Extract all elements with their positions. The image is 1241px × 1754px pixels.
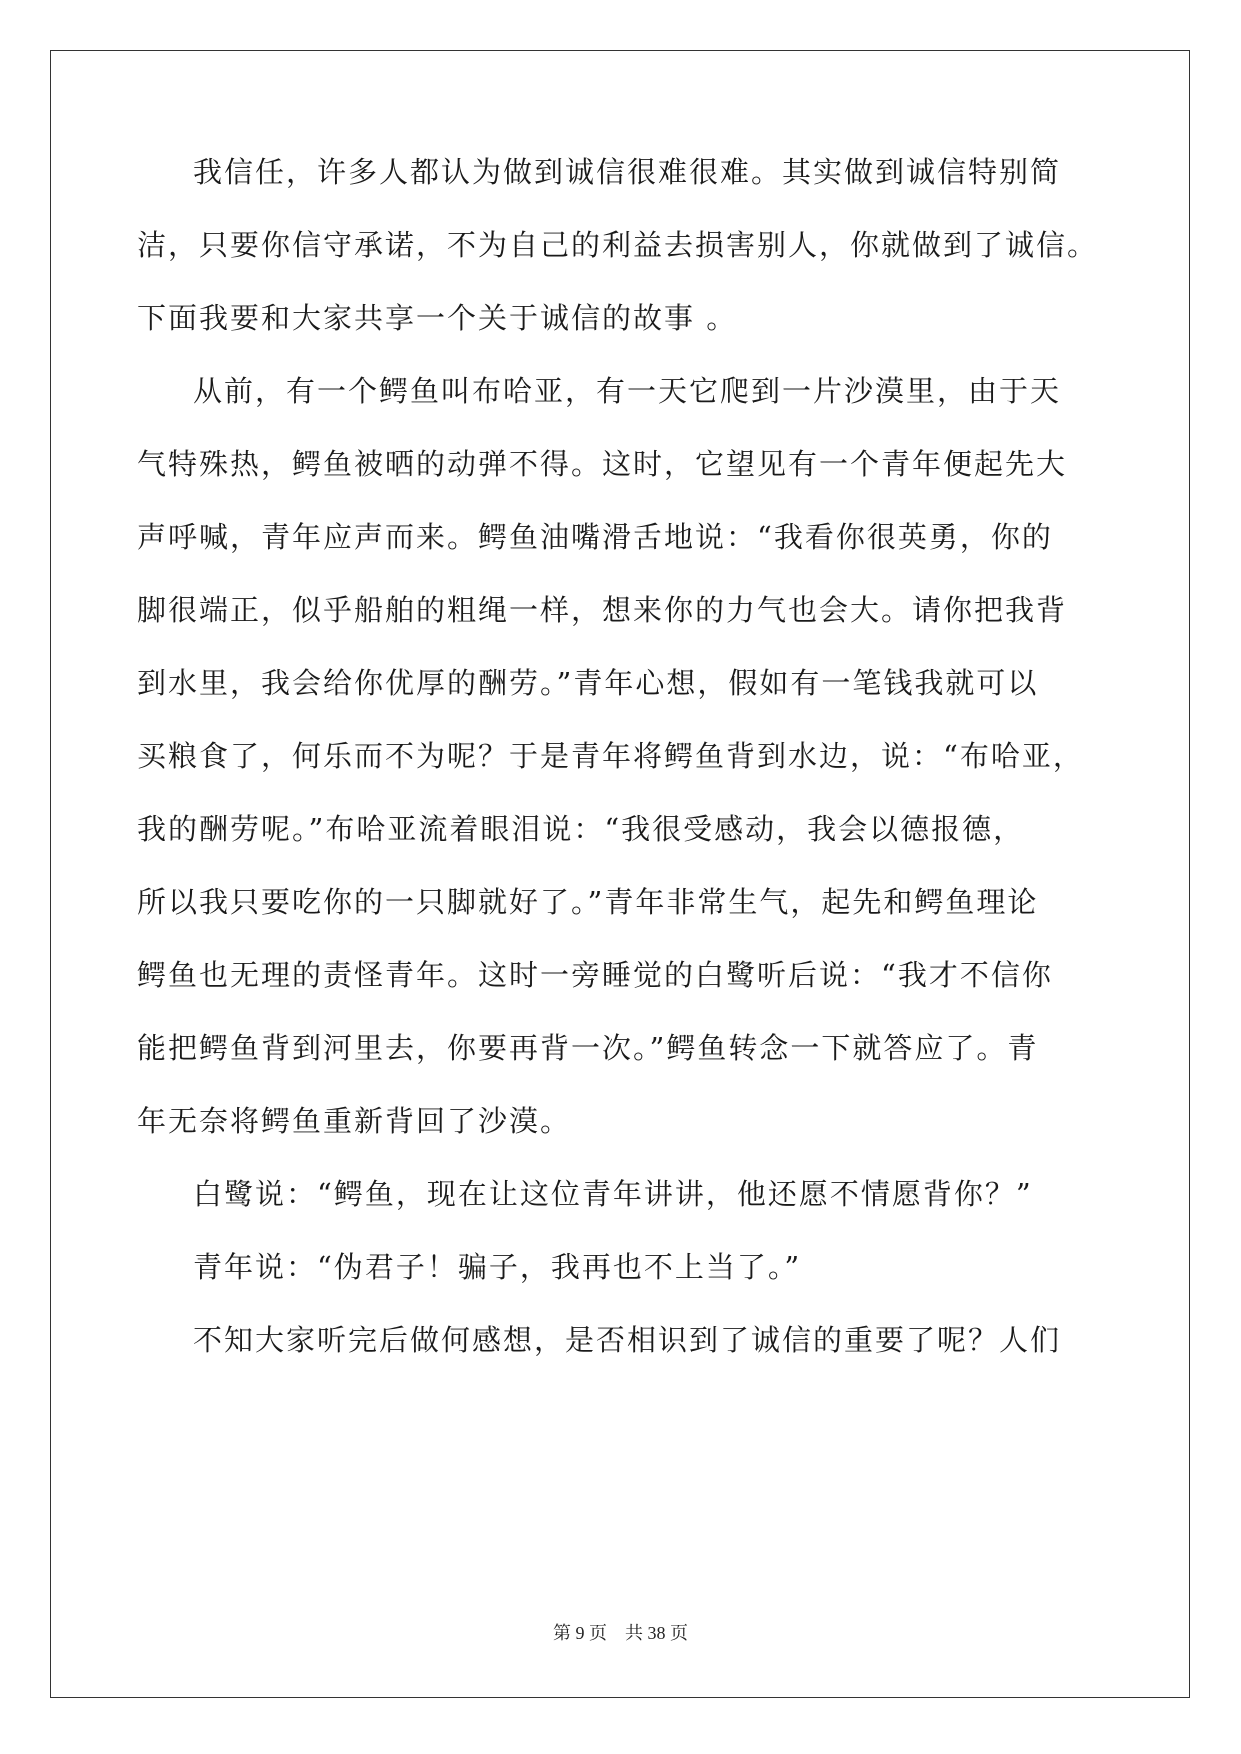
text-line: 声呼喊，青年应声而来。鳄鱼油嘴滑舌地说：“我看你很英勇，你的 [137, 520, 1053, 554]
text-line: 我信任，许多人都认为做到诚信很难很难。其实做到诚信特别简 [193, 155, 1062, 189]
page-total: 共 38 页 [625, 1623, 688, 1643]
text-line: 能把鳄鱼背到河里去，你要再背一次。”鳄鱼转念一下就答应了。青 [137, 1031, 1039, 1065]
text-line: 买粮食了，何乐而不为呢？于是青年将鳄鱼背到水边，说：“布哈亚， [137, 739, 1084, 773]
text-line: 鳄鱼也无理的责怪青年。这时一旁睡觉的白鹭听后说：“我才不信你 [137, 958, 1053, 992]
text-line: 白鹭说：“鳄鱼，现在让这位青年讲讲，他还愿不情愿背你？” [193, 1177, 1033, 1211]
text-line: 青年说：“伪君子！骗子，我再也不上当了。” [193, 1250, 802, 1284]
text-line: 下面我要和大家共享一个关于诚信的故事 。 [137, 301, 738, 335]
text-line: 从前，有一个鳄鱼叫布哈亚，有一天它爬到一片沙漠里，由于天 [193, 374, 1062, 408]
text-line: 脚很端正，似乎船舶的粗绳一样，想来你的力气也会大。请你把我背 [137, 593, 1068, 627]
page-number: 第 9 页 [553, 1623, 607, 1643]
text-line: 洁，只要你信守承诺，不为自己的利益去损害别人，你就做到了诚信。 [137, 228, 1099, 262]
text-line: 所以我只要吃你的一只脚就好了。”青年非常生气，起先和鳄鱼理论 [137, 885, 1039, 919]
text-line: 我的酬劳呢。”布哈亚流着眼泪说：“我很受感动，我会以德报德， [137, 812, 1025, 846]
text-line: 气特殊热，鳄鱼被晒的动弹不得。这时，它望见有一个青年便起先大 [137, 447, 1068, 481]
page-footer [0, 1621, 1241, 1645]
text-line: 年无奈将鳄鱼重新背回了沙漠。 [137, 1104, 572, 1138]
text-line: 到水里，我会给你优厚的酬劳。”青年心想，假如有一笔钱我就可以 [137, 666, 1039, 700]
text-line: 不知大家听完后做何感想，是否相识到了诚信的重要了呢？人们 [193, 1323, 1062, 1357]
